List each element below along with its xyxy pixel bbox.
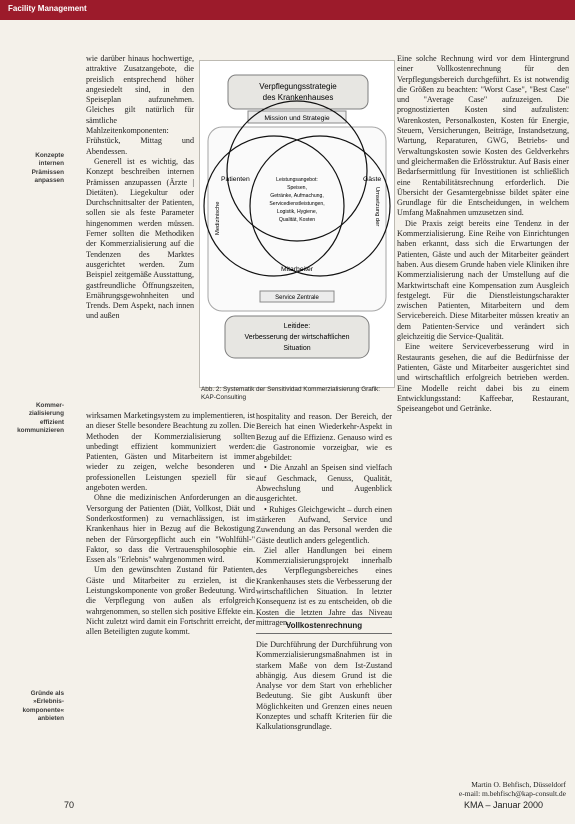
- sidebar-note-c: [0, 690, 64, 724]
- page-number: 70: [64, 800, 75, 810]
- sidebar-b-line4: kommunizieren: [17, 427, 64, 435]
- sidebar-note-a: [0, 152, 64, 186]
- author-email: e-mail: m.behfisch@kap-consult.de: [458, 789, 566, 798]
- sidebar-c-line4: anbieten: [37, 715, 64, 723]
- column-1: [86, 54, 194, 322]
- sidebar-c-line3: komponente«: [22, 706, 64, 714]
- strategy-line2: des Krankenhauses: [262, 93, 334, 102]
- column-3: [256, 412, 392, 628]
- col1-paragraph2: Generell ist es wichtig, das Konzept beschreiben internen Prämissen anzupassen (Ärzte | Dietäten). Liegekultur oder Durchschnittsalter der Patienten, sollen sie als feste Parameter hingenommen werden müssen. Ferner sollten die Methodiken der Kommerzialisierung auf die Tendenzen des Marktes ausgerichtet werden. Zum Beispiel zeitgemäße Ausstattung, gastfreundliche Öffnungszeiten, Ernährungsgewohnheiten und Trends. Dem Aspekt, nach innen und außen: [86, 156, 194, 321]
- sidebar-a-line2: internen: [38, 160, 64, 168]
- col2-paragraph2: Ohne die medizinischen Anforderungen an die Versorgung der Patienten (Diät, Vollkost, Diät und Sonderkostformen) zu vernachlässigen, ist im Krankenhaus hier in Bezug auf die Bekostigung neben der Fürsorgepflicht auch ein "Wohlfühl-" Faktor, so dass die Vertrauensphilosophie ein. Essen als "Erlebnis" wahrgenommen wird.: [86, 493, 255, 565]
- sidebar-note-b: [0, 402, 64, 436]
- center-line5: Logistik, Hygiene,: [276, 209, 318, 215]
- center-line3: Getränke, Aufmachung,: [270, 193, 324, 199]
- strategy-box: [228, 75, 368, 109]
- leitidee-line3: Situation: [283, 345, 311, 352]
- strategy-line1: Verpflegungsstrategie: [259, 82, 337, 91]
- sidebar-c-line2: »Erlebnis-: [33, 698, 64, 706]
- staff-label: Mitarbeiter: [280, 266, 314, 273]
- column-4: [397, 54, 569, 414]
- center-line6: Qualität, Kosten: [278, 217, 316, 223]
- sidebar-a-line4: anpassen: [34, 177, 64, 185]
- col3-paragraph2: Ziel aller Handlungen bei einem Kommerzialisierungsprojekt innerhalb des Verpflegungsbereiches eines Krankenhauses stets die Verbesserung der wirtschaftlichen Situation. In letzter Konsequenz ist es zu entscheiden, ob die Kosten die letzten Jahre das Niveau mittragen.: [256, 545, 392, 627]
- col3b-paragraph1: Die Durchführung der Durchführung von Kommerzialisierungsmaßnahmen ist in starkem Maße von dem Ist-Zustand abhängig. Aus diesem Grund ist die Analyse vor dem Start von erheblicher Bedeutung. Sie gibt Auskunft über Möglichkeiten und Grenzen eines neuen Konzeptes und schafft Kriterien für die Kalkulationsgrundlage.: [256, 640, 392, 732]
- author-block: [426, 780, 566, 798]
- patients-label: Patienten: [221, 176, 250, 183]
- section-heading: Vollkostenrechnung: [256, 617, 392, 634]
- col3-paragraph1: hospitality and reason. Der Bereich, der Bereich hat einen Wiederkehr-Aspekt in Bezug auf die Effizienz. Genauso wird es die Gastronomie vorzeigbar, wie es abgebildet:: [256, 412, 392, 463]
- diagram-svg: [200, 61, 394, 387]
- left-axis-label: Medizinische: [215, 201, 221, 235]
- center-line1: Leistungsangebot:: [276, 177, 318, 183]
- sidebar-a-line1: Konzepte: [35, 152, 64, 159]
- sidebar-c-line1: Gründe als: [30, 690, 64, 697]
- col3-bullet2: • Ruhiges Gleichgewicht – durch einen stärkeren Aufwand, Service und Zuwendung an das Personal werden die Gäste deutlich anders gelegentlich.: [256, 504, 392, 545]
- author-name: Martin O. Behfisch, Düsseldorf: [471, 780, 566, 789]
- col4-paragraph1: Eine solche Rechnung wird vor dem Hintergrund einer Vollkostenrechnung für den Verpflegungsbereich durchgeführt. Es ist notwendig die Größen zu beachten: "Worst Case", "Best Case" und "Average Case" aufzuzeigen. Die prognostizierten Kosten sind aufzulisten: Warenkosten, Personalkosten, Kosten für Energie, Steuern, Versicherungen, Beiträge, Instandsetzung, Wartung, Reparaturen, GWG, Betriebs- und Verwaltungskosten sowie Kosten des Geldverkehrs und gleichermaßen die Erlösstruktur. Auf Basis einer Bedarfsermittlung für Investitionen ist schließlich eine Rentabilitätsrechnung erforderlich. Die Übersicht der Gesamtergebnisse bildet später eine Grundlage für die Entscheidungen, in welchem Umfang Maßnahmen umzusetzen sind.: [397, 54, 569, 218]
- figure-diagram: [199, 60, 395, 388]
- column-2: [86, 411, 255, 638]
- figure-caption: Abb. 2: Systematik der Sensitividad Kommerzialisierung Grafik: KAP-Consulting: [201, 386, 381, 401]
- section-header-bar: [0, 0, 575, 20]
- center-line2: Speisen,: [287, 185, 307, 191]
- col4-paragraph2: Die Praxis zeigt bereits eine Tendenz in der Kommerzialisierung. Eine Reihe von Einrichtungen haben erkannt, dass sich die Erwartungen der Patienten, Gäste und auch der Mitarbeiter geändert haben. Aus diesem Grunde haben viele Kliniken ihre Kommerzialisierung nach der Umstellung auf die Marktwirtschaft eine Kompensation zum Ausgleich festgelegt. Für die Dienstleistungscharakter zwischen Patienten, Mitarbeitern und dem Servicebereich. Diese Mitarbeiter müssen kreativ an dem Patienten-Service und verändert sich gleichzeitig die Service-Qualität.: [397, 218, 569, 342]
- col2-paragraph1: wirksamen Marketingsystem zu implementieren, ist an dieser Stelle besondere Beachtung zu zollen. Die Methoden der Kommerzialisierung sollten unbedingt effizient kommuniziert werden: Patienten, Gästen und Mitarbeitern ist immer wieder zu zeigen, welche besonderen und professionellen Leistungen speziell für sie angeboten werden.: [86, 411, 255, 493]
- journal-footer: KMA – Januar 2000: [464, 800, 544, 810]
- mission-text: Mission und Strategie: [264, 115, 330, 122]
- sidebar-b-line3: effizient: [39, 418, 64, 426]
- column-3b: [256, 640, 392, 733]
- col3-bullet1: • Die Anzahl an Speisen sind vielfach auf Geschmack, Genuss, Qualität, Abwechslung und Augenblick ausgerichtet.: [256, 463, 392, 504]
- col1-paragraph1: wie darüber hinaus hochwertige, attraktive Zusatzangebote, die preislich entsprechend höher angesiedelt sind, in den Speiseplan aufzunehmen. Gleiches gilt natürlich für sämtliche Mahlzeitenkomponenten: Frühstück, Mittag und Abendessen.: [86, 54, 194, 156]
- section-title: Facility Management: [8, 4, 87, 13]
- right-axis-label: Umsetzung der: [374, 187, 380, 227]
- center-line4: Servicedienstleistungen,: [269, 201, 325, 207]
- sidebar-b-line2: zialisierung: [28, 410, 64, 418]
- col4-paragraph3: Eine weitere Serviceverbesserung wird in Restaurants gesehen, die auf die Bedürfnisse der Patienten, Gäste und Mitarbeiter ausgerichtet sind und wirtschaftlich erfolgreich betrieben werden. Eine Modelle reicht dabei bis zu einem Entwicklungsstand: Kaffeebar, Restaurant, Speiseangebot und Getränke.: [397, 342, 569, 414]
- guests-label: Gäste: [363, 176, 382, 183]
- sidebar-a-line3: Prämissen: [31, 168, 64, 176]
- sidebar-b-line1: Kommer-: [35, 402, 64, 409]
- leitidee-title: Leitidee:: [283, 323, 311, 330]
- service-center-text: Service Zentrale: [275, 295, 319, 301]
- col2-paragraph3: Um den gewünschten Zustand für Patienten, Gäste und Mitarbeiter zu erzielen, ist die Leistungskomponente von großer Bedeutung. Wird die Verpflegung von außen als erfolgreich wahrgenommen, so stellen sich positive Effekte ein. Nicht zuletzt wird damit ein Fortschritt erreicht, der allen Beteiligten zugute kommt.: [86, 565, 255, 637]
- leitidee-line2: Verbesserung der wirtschaftlichen: [244, 334, 350, 341]
